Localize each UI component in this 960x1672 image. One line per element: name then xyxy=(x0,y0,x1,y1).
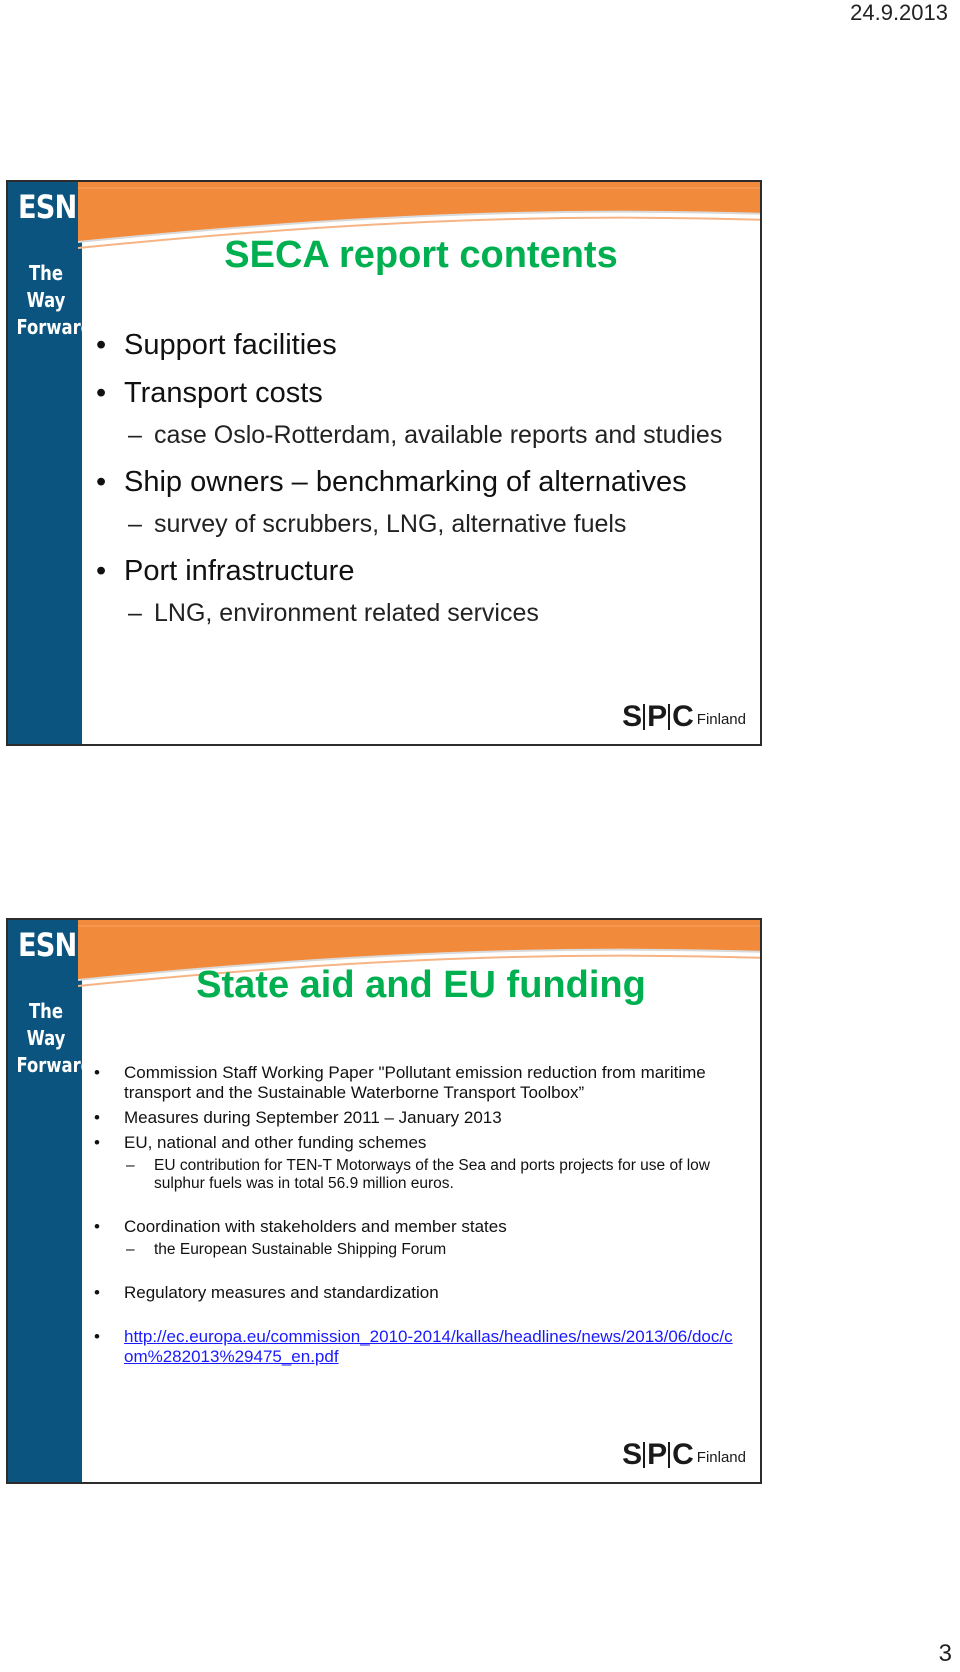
tagline xyxy=(10,998,93,1079)
bullet-item: • Commission Staff Working Paper "Pollutant emission reduction from maritime transport and the Sustainable Waterborne Transport Toolbox” xyxy=(88,1063,740,1103)
tagline-line: Way xyxy=(26,288,66,312)
bullet-item: • Measures during September 2011 – January 2013 xyxy=(88,1108,740,1128)
slide-state-aid xyxy=(6,918,762,1484)
bullet-link-item xyxy=(88,1327,740,1367)
bullet-item: • Regulatory measures and standardization xyxy=(88,1283,740,1303)
spc-finland-logo xyxy=(622,700,746,734)
spc-divider xyxy=(668,1442,670,1468)
tagline xyxy=(10,260,93,341)
tagline-line: The xyxy=(28,261,63,285)
sub-bullet-item: – the European Sustainable Shipping Forum xyxy=(88,1241,740,1259)
spc-letter: C xyxy=(672,1438,693,1471)
slide-sidebar xyxy=(8,920,93,1482)
bullet-item: • Transport costs xyxy=(88,374,740,412)
spc-finland-logo xyxy=(622,1438,746,1472)
spc-letter: P xyxy=(647,700,667,733)
spc-divider xyxy=(668,704,670,730)
bullet-item: • Support facilities xyxy=(88,326,740,364)
spc-letter: C xyxy=(672,700,693,733)
slide-seca-report xyxy=(6,180,762,746)
bullet-item: • Port infrastructure xyxy=(88,552,740,590)
sub-bullet-item: – LNG, environment related services xyxy=(88,596,740,631)
tagline-line: Forward xyxy=(16,1053,93,1077)
esn-logo: ESN xyxy=(18,188,77,226)
bullet-item: • EU, national and other funding schemes xyxy=(88,1133,740,1153)
page-number: 3 xyxy=(938,1640,952,1667)
sub-bullet-item: – case Oslo-Rotterdam, available reports and studies xyxy=(88,418,740,453)
tagline-line: Forward xyxy=(16,315,93,339)
spc-letter: P xyxy=(647,1438,667,1471)
slide-content xyxy=(88,316,740,631)
spc-letter: S xyxy=(622,1438,642,1471)
slide-title: SECA report contents xyxy=(224,234,618,276)
commission-doc-link[interactable]: http://ec.europa.eu/commission_2010-2014/kallas/headlines/news/2013/06/doc/com%282013%29475_en.pdf xyxy=(124,1327,733,1366)
tagline-line: Way xyxy=(26,1026,66,1050)
spc-divider xyxy=(643,704,645,730)
bullet-item: • Ship owners – benchmarking of alternatives xyxy=(88,463,740,501)
tagline-line: The xyxy=(28,999,63,1023)
esn-logo: ESN xyxy=(18,926,77,964)
sub-bullet-item: – survey of scrubbers, LNG, alternative fuels xyxy=(88,507,740,542)
spc-letter: S xyxy=(622,700,642,733)
spc-country: Finland xyxy=(696,1449,746,1466)
slide-title: State aid and EU funding xyxy=(196,964,646,1006)
bullet-item: • Coordination with stakeholders and member states xyxy=(88,1217,740,1237)
slide-sidebar xyxy=(8,182,93,744)
page-date: 24.9.2013 xyxy=(850,0,948,25)
spc-divider xyxy=(643,1442,645,1468)
slide-content xyxy=(88,1058,740,1367)
sub-bullet-item: – EU contribution for TEN-T Motorways of the Sea and ports projects for use of low sulphur fuels was in total 56.9 million euros. xyxy=(88,1157,740,1193)
spc-country: Finland xyxy=(696,711,746,728)
